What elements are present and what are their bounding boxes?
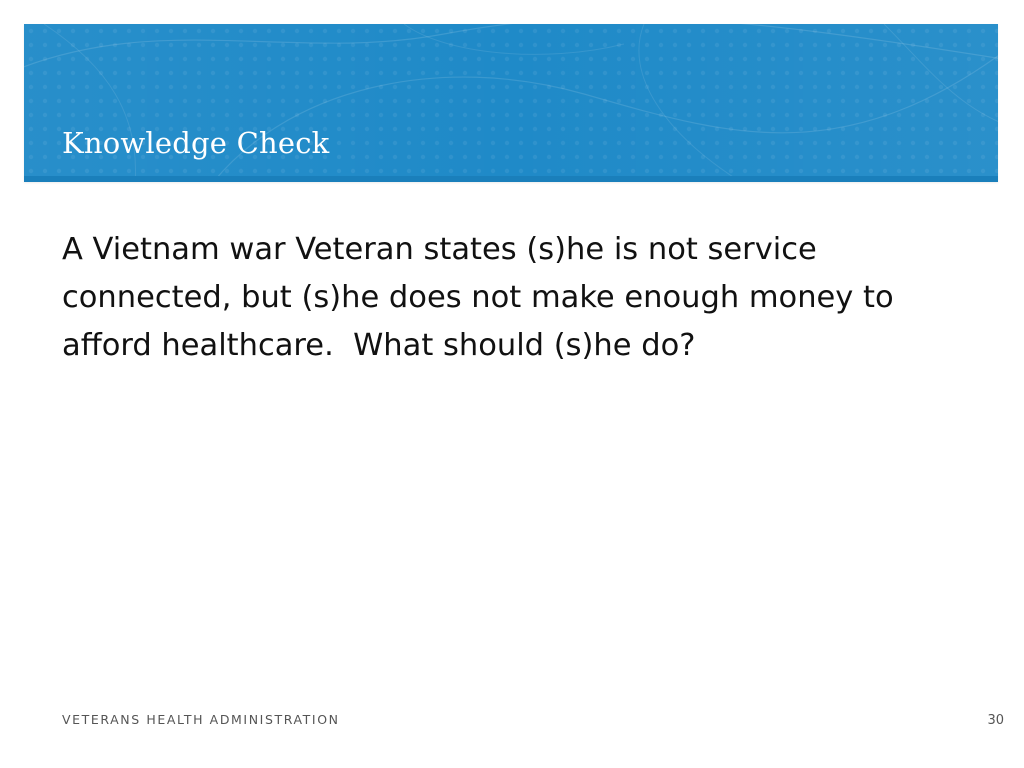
page-number: 30 <box>987 713 1004 728</box>
question-text: A Vietnam war Veteran states (s)he is not service connected, but (s)he does not make enough money to afford healthcare. What should (s)he do? <box>62 232 904 363</box>
slide-title: Knowledge Check <box>62 126 330 160</box>
banner-bottom-strip <box>24 176 998 182</box>
footer-organization: VETERANS HEALTH ADMINISTRATION <box>62 712 340 727</box>
